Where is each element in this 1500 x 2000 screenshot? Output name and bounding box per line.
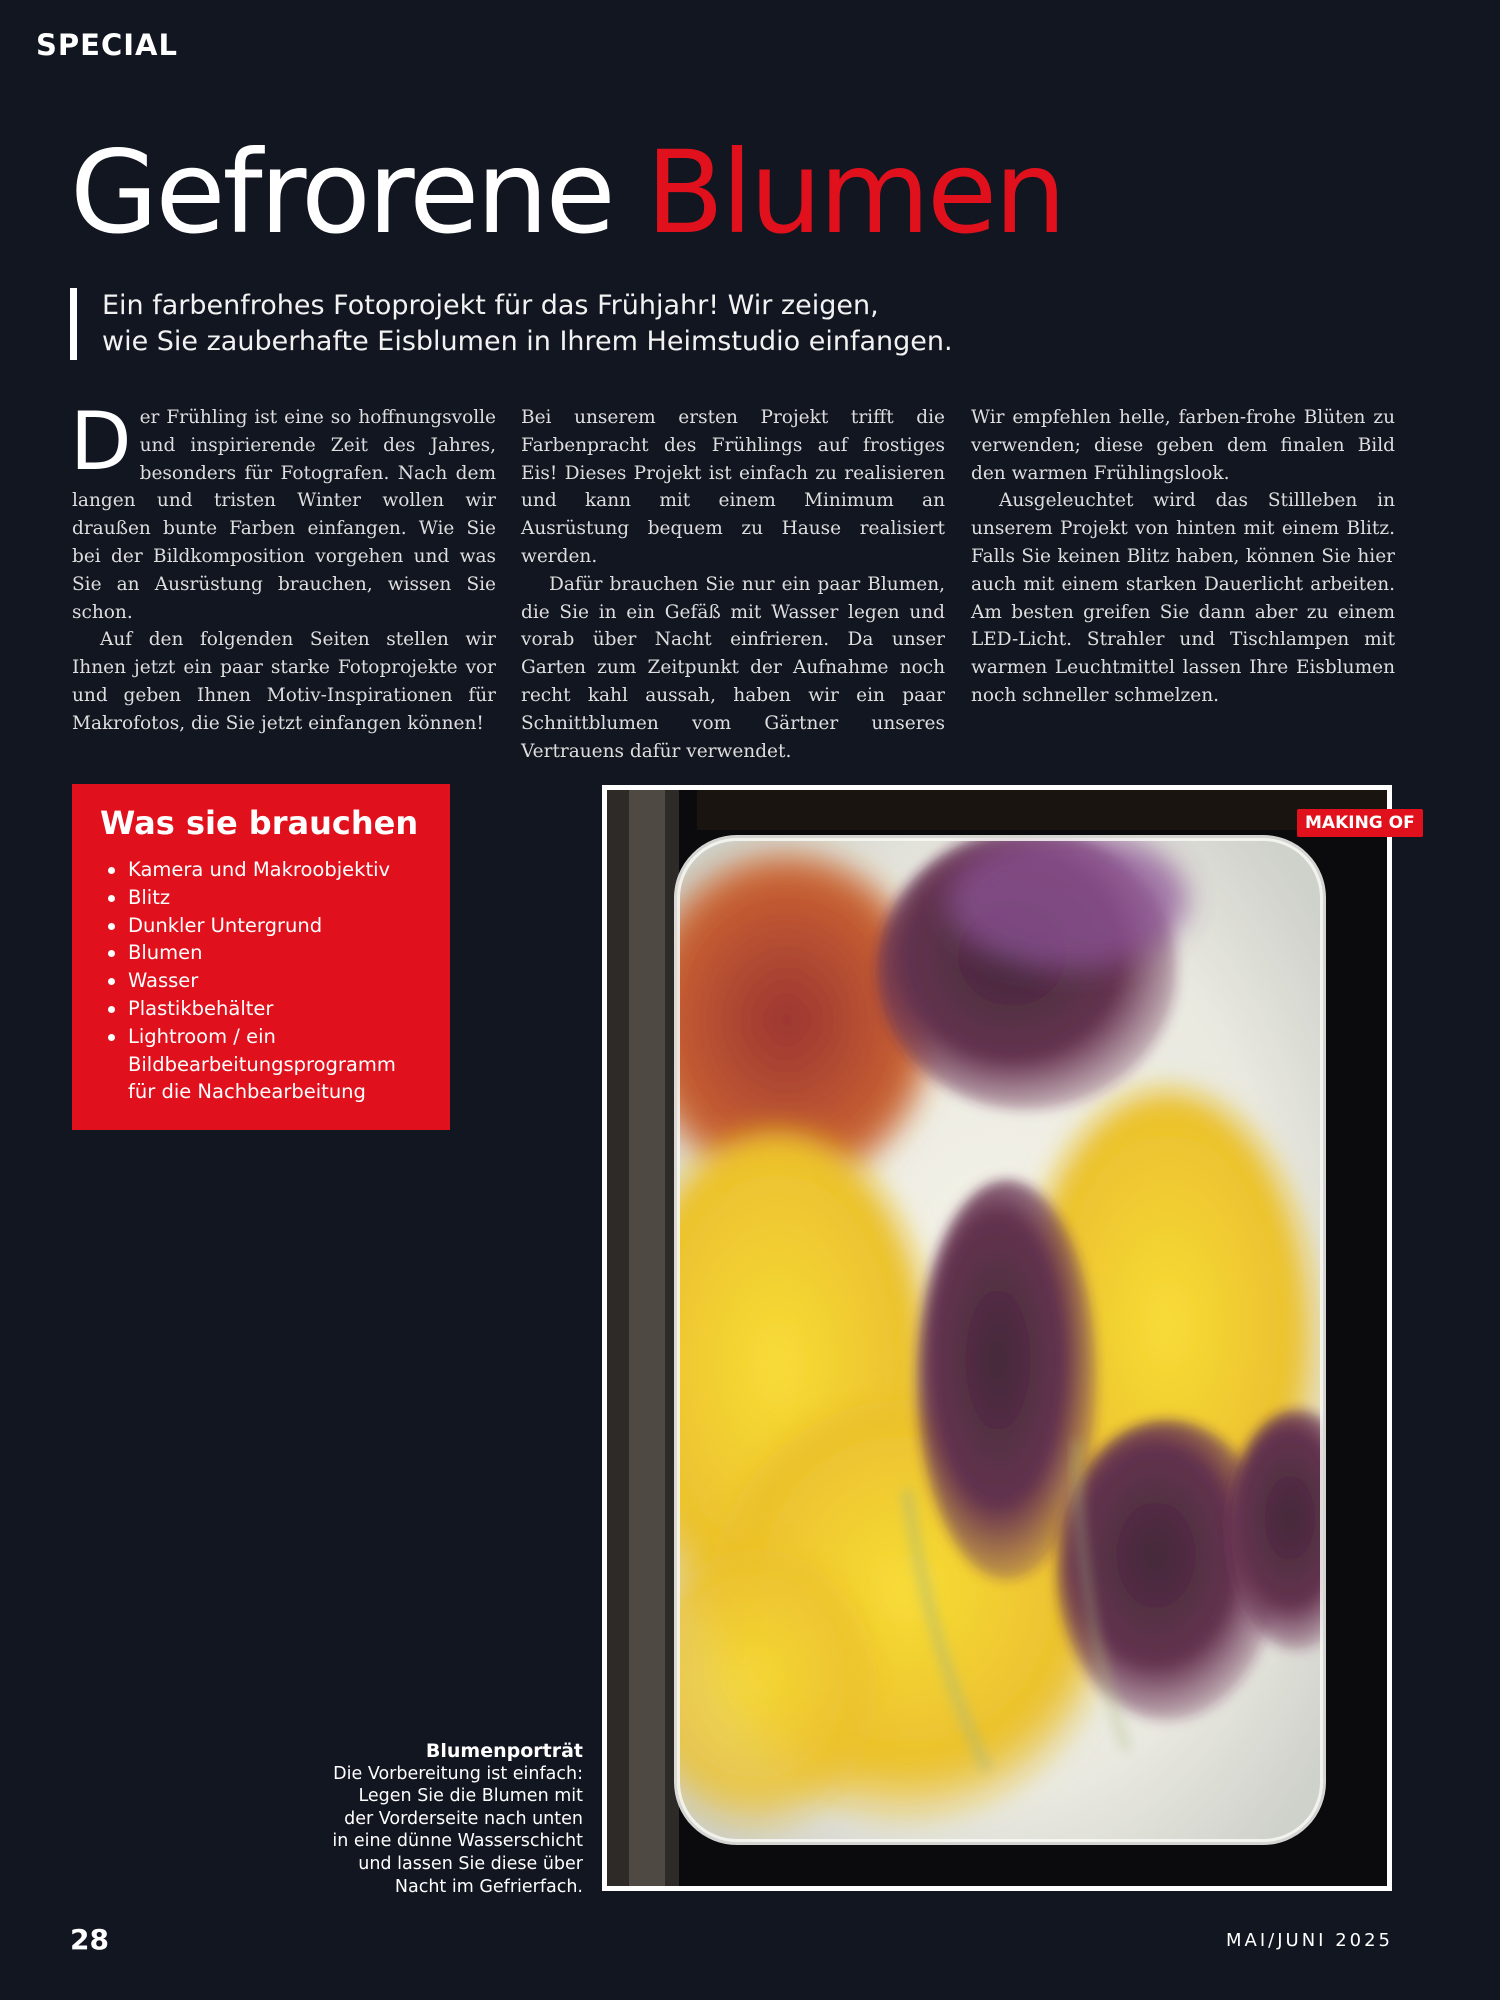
equipment-box-title: Was sie brauchen xyxy=(100,804,419,842)
making-of-badge: MAKING OF xyxy=(1297,809,1423,837)
list-item: Blitz xyxy=(128,884,422,912)
paragraph: Dafür brauchen Sie nur ein paar Blumen, die Sie in ein Gefäß mit Wasser legen und vorab über Nacht einfrieren. Da unser Garten zum Zeitpunkt der Aufnahme noch recht kahl aussah, haben wir ein paar Schnittblumen vom Gärtner unseres Vertrauens dafür verwendet. xyxy=(521,573,945,762)
page-title xyxy=(70,126,1064,259)
list-item: Blumen xyxy=(128,939,422,967)
title-main: Gefrorene xyxy=(70,126,613,259)
page-number: 28 xyxy=(70,1923,109,1956)
caption-line: Legen Sie die Blumen mit xyxy=(358,1786,583,1807)
drop-cap: D xyxy=(70,395,132,488)
lead-line-2: wie Sie zauberhafte Eisblumen in Ihrem Heimstudio einfangen. xyxy=(102,326,953,357)
list-item: Dunkler Untergrund xyxy=(128,912,422,940)
caption-title: Blumenporträt xyxy=(425,1740,583,1762)
body-column-3 xyxy=(971,404,1395,710)
paragraph: Auf den folgenden Seiten stellen wir Ihnen jetzt ein paar starke Fotoprojekte vor und geben Ihnen Motiv-Inspirationen für Makrofotos, die Sie jetzt einfangen können! xyxy=(72,629,496,734)
caption-line: Nacht im Gefrierfach. xyxy=(394,1876,583,1897)
paragraph: Bei unserem ersten Projekt trifft die Farbenpracht des Frühlings auf frostiges Eis! Dieses Projekt ist einfach zu realisieren und kann mit einem Minimum an Ausrüstung bequem zu Hause realisiert werden. xyxy=(521,407,945,567)
paragraph xyxy=(70,395,496,626)
equipment-box xyxy=(72,784,450,1130)
photo-caption xyxy=(300,1740,583,1898)
caption-line: in eine dünne Wasserschicht xyxy=(332,1831,583,1852)
caption-line: und lassen Sie diese über xyxy=(358,1853,583,1874)
issue-date: MAI/JUNI 2025 xyxy=(1226,1930,1394,1951)
frozen-flowers-photo xyxy=(602,785,1392,1891)
title-accent: Blumen xyxy=(645,126,1064,259)
photo-illustration xyxy=(607,790,1387,1886)
list-item: Lightroom / ein Bildbearbeitungsprogramm für die Nachbearbeitung xyxy=(128,1023,422,1106)
caption-line: der Vorderseite nach unten xyxy=(344,1808,583,1829)
paragraph-text: er Frühling ist eine so hoffnungsvolle und inspirierende Zeit des Jahres, besonders für Fotografen. Nach dem langen und tristen Winter wollen wir draußen bunte Farben einfangen. Wie Sie bei der Bildkomposition vorgehen und was Sie an Ausrüstung brauchen, wissen Sie schon. xyxy=(72,407,496,623)
lead-text xyxy=(70,288,1102,360)
lead-line-1: Ein farbenfrohes Fotoprojekt für das Frühjahr! Wir zeigen, xyxy=(102,290,879,321)
list-item: Wasser xyxy=(128,967,422,995)
caption-line: Die Vorbereitung ist einfach: xyxy=(333,1763,583,1784)
paragraph: Wir empfehlen helle, farben-frohe Blüten zu verwenden; diese geben dem finalen Bild den warmen Frühlingslook. xyxy=(971,407,1395,484)
paragraph: Ausgeleuchtet wird das Stillleben in unserem Projekt von hinten mit einem Blitz. Falls Sie keinen Blitz haben, können Sie hier auch mit einem starken Dauerlicht arbeiten. Am besten greifen Sie dann aber zu einem LED-Licht. Strahler und Tischlampen mit warmen Leuchtmittel lassen Ihre Eisblumen noch schneller schmelzen. xyxy=(971,490,1395,706)
list-item: Kamera und Makroobjektiv xyxy=(128,856,422,884)
list-item: Plastikbehälter xyxy=(128,995,422,1023)
body-column-2 xyxy=(521,404,945,765)
section-label: SPECIAL xyxy=(36,28,178,62)
equipment-list xyxy=(100,856,422,1106)
body-column-1 xyxy=(70,395,496,738)
